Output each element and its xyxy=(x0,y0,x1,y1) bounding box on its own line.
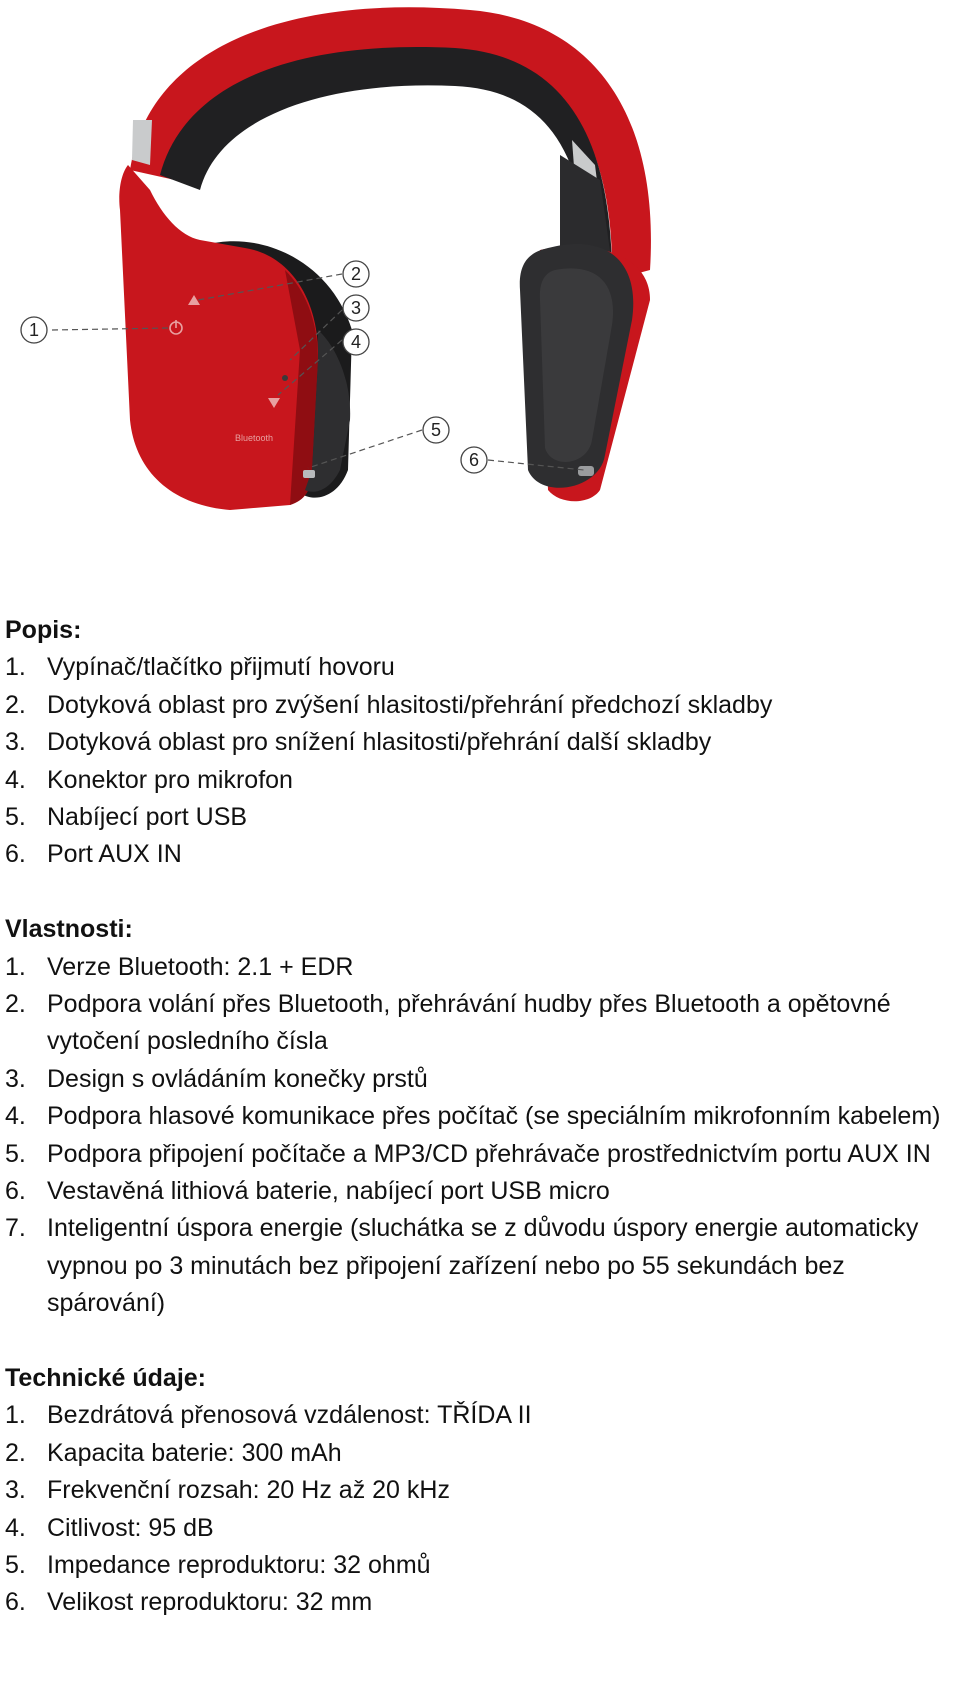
list-number: 2. xyxy=(5,1438,26,1467)
list-text: Inteligentní úspora energie (sluchátka se z důvodu úspory energie automaticky vypnou po 3 minutách bez připojení zařízení nebo po 55 sekundách bez spárování) xyxy=(47,1214,919,1318)
callout-5 xyxy=(423,417,449,443)
list-text: Verze Bluetooth: 2.1 + EDR xyxy=(47,952,354,981)
list-text: Konektor pro mikrofon xyxy=(47,765,293,794)
callout-4 xyxy=(343,329,369,355)
section-popis xyxy=(5,612,955,874)
section-spacer xyxy=(5,874,955,911)
list-text: Nabíjecí port USB xyxy=(47,803,248,832)
svg-text:4: 4 xyxy=(350,332,362,352)
aux-jack xyxy=(578,466,594,476)
svg-text:5: 5 xyxy=(430,420,442,440)
list-number: 1. xyxy=(5,952,26,981)
section-heading: Technické údaje: xyxy=(5,1364,206,1393)
list-number: 4. xyxy=(5,1513,26,1542)
callout-6 xyxy=(461,447,487,473)
list-text: Dotyková oblast pro zvýšení hlasitosti/přehrání předchozí skladby xyxy=(47,690,773,719)
callout-1 xyxy=(21,317,47,343)
list-item xyxy=(5,649,955,686)
list-item xyxy=(5,1584,955,1621)
bluetooth-logo: Bluetooth xyxy=(235,433,274,443)
list-text: Bezdrátová přenosová vzdálenost: TŘÍDA II xyxy=(47,1401,532,1430)
left-cup-shell xyxy=(119,165,318,510)
list-text: Citlivost: 95 dB xyxy=(47,1513,214,1542)
list-item xyxy=(5,1061,955,1098)
list-number: 6. xyxy=(5,1588,26,1617)
list-text: Design s ovládáním konečky prstů xyxy=(47,1064,428,1093)
section-heading: Vlastnosti: xyxy=(5,915,133,944)
list-item xyxy=(5,799,955,836)
usb-port xyxy=(303,470,315,478)
technicke-udaje-list xyxy=(5,1397,955,1621)
list-number: 2. xyxy=(5,990,26,1019)
list-item xyxy=(5,1435,955,1472)
list-number: 5. xyxy=(5,1139,26,1168)
list-number: 6. xyxy=(5,1177,26,1206)
list-text: Velikost reproduktoru: 32 mm xyxy=(47,1588,373,1617)
list-item xyxy=(5,1098,955,1135)
list-item xyxy=(5,1510,955,1547)
svg-text:2: 2 xyxy=(350,264,362,284)
popis-list xyxy=(5,649,955,873)
svg-text:6: 6 xyxy=(468,450,480,470)
list-text: Podpora hlasové komunikace přes počítač (se speciálním mikrofonním kabelem) xyxy=(47,1102,941,1131)
list-number: 3. xyxy=(5,728,26,757)
list-number: 2. xyxy=(5,690,26,719)
list-text: Kapacita baterie: 300 mAh xyxy=(47,1438,342,1467)
list-item xyxy=(5,687,955,724)
section-spacer xyxy=(5,1323,955,1360)
list-text: Impedance reproduktoru: 32 ohmů xyxy=(47,1551,431,1580)
list-number: 5. xyxy=(5,803,26,832)
list-text: Dotyková oblast pro snížení hlasitosti/přehrání další skladby xyxy=(47,728,712,757)
list-text: Podpora volání přes Bluetooth, přehrávání hudby přes Bluetooth a opětovné vytočení posledního čísla xyxy=(47,990,891,1056)
callout-3 xyxy=(343,295,369,321)
list-item xyxy=(5,1173,955,1210)
section-heading: Popis: xyxy=(5,616,82,644)
list-text: Vestavěná lithiová baterie, nabíjecí port USB micro xyxy=(47,1177,610,1206)
svg-text:3: 3 xyxy=(350,298,362,318)
list-number: 3. xyxy=(5,1064,26,1093)
list-item xyxy=(5,1136,955,1173)
list-number: 1. xyxy=(5,1401,26,1430)
section-technicke-udaje xyxy=(5,1360,955,1622)
section-vlastnosti xyxy=(5,911,955,1322)
list-item xyxy=(5,1547,955,1584)
list-text: Frekvenční rozsah: 20 Hz až 20 kHz xyxy=(47,1476,450,1505)
list-item xyxy=(5,986,955,1061)
vlastnosti-list xyxy=(5,949,955,1323)
list-text: Podpora připojení počítače a MP3/CD přehrávače prostřednictvím portu AUX IN xyxy=(47,1139,931,1168)
list-item xyxy=(5,724,955,761)
list-item xyxy=(5,836,955,873)
list-text: Port AUX IN xyxy=(47,840,182,869)
list-text: Vypínač/tlačítko přijmutí hovoru xyxy=(47,653,395,682)
headphones-figure xyxy=(0,0,960,560)
list-number: 4. xyxy=(5,765,26,794)
svg-text:1: 1 xyxy=(28,320,40,340)
list-item xyxy=(5,949,955,986)
list-number: 4. xyxy=(5,1102,26,1131)
list-item xyxy=(5,762,955,799)
list-item xyxy=(5,1472,955,1509)
list-number: 6. xyxy=(5,840,26,869)
product-description xyxy=(5,612,955,1622)
list-item xyxy=(5,1210,955,1322)
list-number: 1. xyxy=(5,653,26,682)
callout-2 xyxy=(343,261,369,287)
slider-left xyxy=(132,120,152,165)
list-item xyxy=(5,1397,955,1434)
list-number: 7. xyxy=(5,1214,26,1243)
mic-jack xyxy=(282,375,288,381)
list-number: 5. xyxy=(5,1551,26,1580)
list-number: 3. xyxy=(5,1476,26,1505)
